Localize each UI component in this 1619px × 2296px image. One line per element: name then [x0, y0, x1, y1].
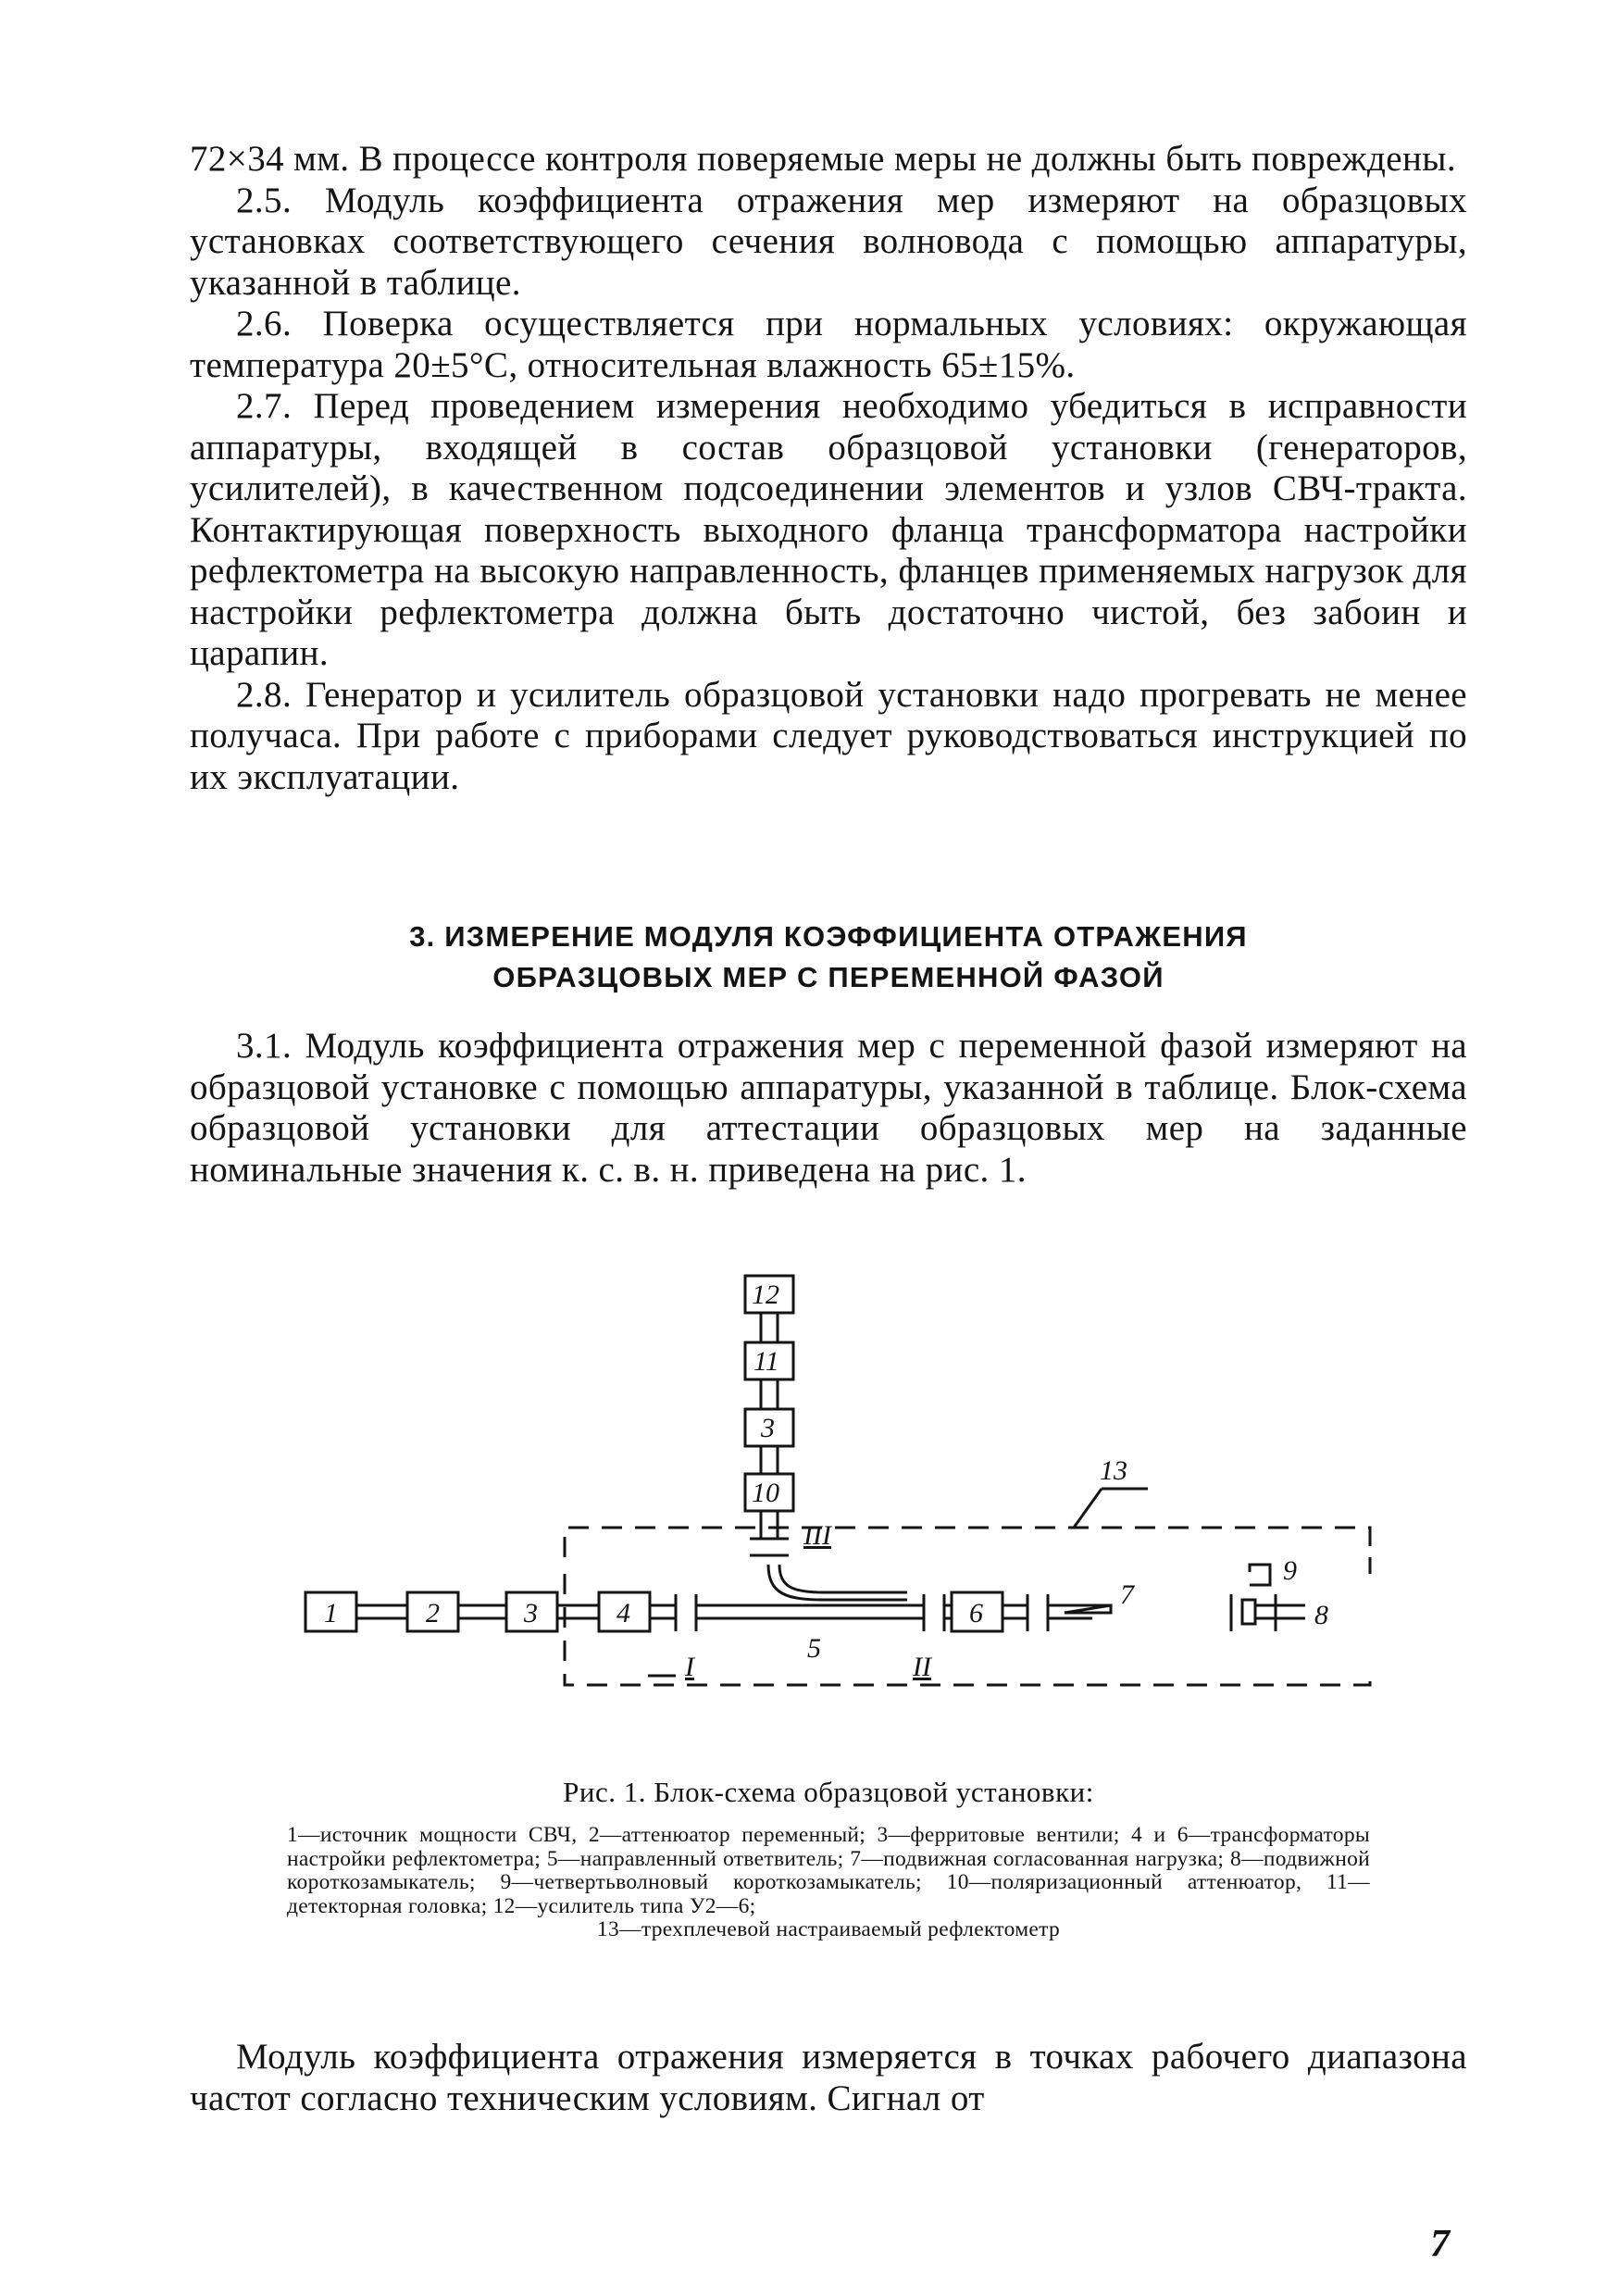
- body-text-top: [190, 139, 1467, 798]
- label-block-2: 2: [426, 1598, 440, 1628]
- paragraph-bottom: Модуль коэффициента отражения измеряется в точках рабочего диапазона частот согласно техническим условиям. Сигнал от: [190, 2037, 1467, 2118]
- label-port-I: I: [685, 1652, 694, 1682]
- block-diagram: [296, 1268, 1389, 1750]
- page-number: 7: [1430, 2223, 1450, 2265]
- label-13: 13: [1100, 1455, 1127, 1486]
- label-8: 8: [1314, 1600, 1328, 1630]
- label-7: 7: [1120, 1579, 1134, 1610]
- label-block-6: 6: [969, 1598, 983, 1628]
- paragraph-3-1: 3.1. Модуль коэффициента отражения мер с переменной фазой измеряют на образцовой установке с помощью аппаратуры, указанной в таблице. Блок-схема образцовой установки для аттестации образцовых мер на заданные номинальные значения к. с. в. н. приведена на рис. 1.: [190, 1026, 1467, 1190]
- section-title-line-1: 3. ИЗМЕРЕНИЕ МОДУЛЯ КОЭФФИЦИЕНТА ОТРАЖЕНИЯ: [409, 920, 1248, 953]
- label-block-11: 11: [753, 1346, 779, 1377]
- paragraph-2-6: 2.6. Поверка осуществляется при нормальных условиях: окружающая температура 20±5°С, относительная влажность 65±15%.: [190, 304, 1467, 385]
- body-text-section-3: [190, 1026, 1467, 1191]
- label-block-4: 4: [616, 1598, 630, 1628]
- paragraph-2-7: 2.7. Перед проведением измерения необходимо убедиться в исправности аппаратуры, входящей в состав образцовой установки (генераторов, усилителей), в качественном подсоединении элементов и узлов СВЧ-тракта. Контактирующая поверхность выходного фланца трансформатора настройки рефлектометра на высокую направленность, фланцев применяемых нагрузок для настройки рефлектометра должна быть достаточно чистой, без забоин и царапин.: [190, 386, 1467, 673]
- figure-caption-legend: 1—источник мощности СВЧ, 2—аттенюатор переменный; 3—ферритовые вентили; 4 и 6—трансформаторы настройки рефлектометра; 5—направленный ответвитель; 7—подвижная согласованная нагрузка; 8—подвижной короткозамыкатель; 9—четвертьволновый короткозамыкатель; 10—поляризационный аттенюатор, 11—детекторная головка; 12—усилитель типа У2—6;: [287, 1823, 1370, 1918]
- label-port-III: III: [803, 1520, 831, 1551]
- block-diagram-figure: [296, 1268, 1389, 1750]
- label-5: 5: [807, 1633, 821, 1664]
- figure-caption-title: Рис. 1. Блок-схема образцовой установки:: [563, 1776, 1094, 1808]
- paragraph-2-5: 2.5. Модуль коэффициента отражения мер измеряют на образцовых установках соответствующего сечения волновода с помощью аппаратуры, указанной в таблице.: [190, 180, 1467, 303]
- label-port-II: II: [913, 1652, 931, 1682]
- reflectometer-boundary: [565, 1528, 1370, 1557]
- label-block-1: 1: [324, 1598, 338, 1628]
- section-title: [190, 917, 1467, 998]
- section-title-line-2: ОБРАЗЦОВЫХ МЕР С ПЕРЕМЕННОЙ ФАЗОЙ: [492, 961, 1164, 993]
- label-block-3a: 3: [524, 1598, 538, 1628]
- figure-caption-legend-last: 13—трехплечевой настраиваемый рефлектометр: [596, 1917, 1061, 1941]
- label-block-12: 12: [752, 1279, 779, 1310]
- label-9: 9: [1283, 1555, 1297, 1586]
- body-text-bottom: [190, 2037, 1467, 2119]
- label-block-3b: 3: [761, 1413, 775, 1443]
- label-block-10: 10: [752, 1478, 779, 1508]
- paragraph-2-4-end: 72×34 мм. В процессе контроля поверяемые меры не должны быть повреждены.: [190, 139, 1456, 179]
- figure-caption-body: [287, 1824, 1370, 1942]
- paragraph-2-8: 2.8. Генератор и усилитель образцовой установки надо прогревать не менее получаса. При работе с приборами следует руководствоваться инструкцией по их эксплуатации.: [190, 674, 1467, 797]
